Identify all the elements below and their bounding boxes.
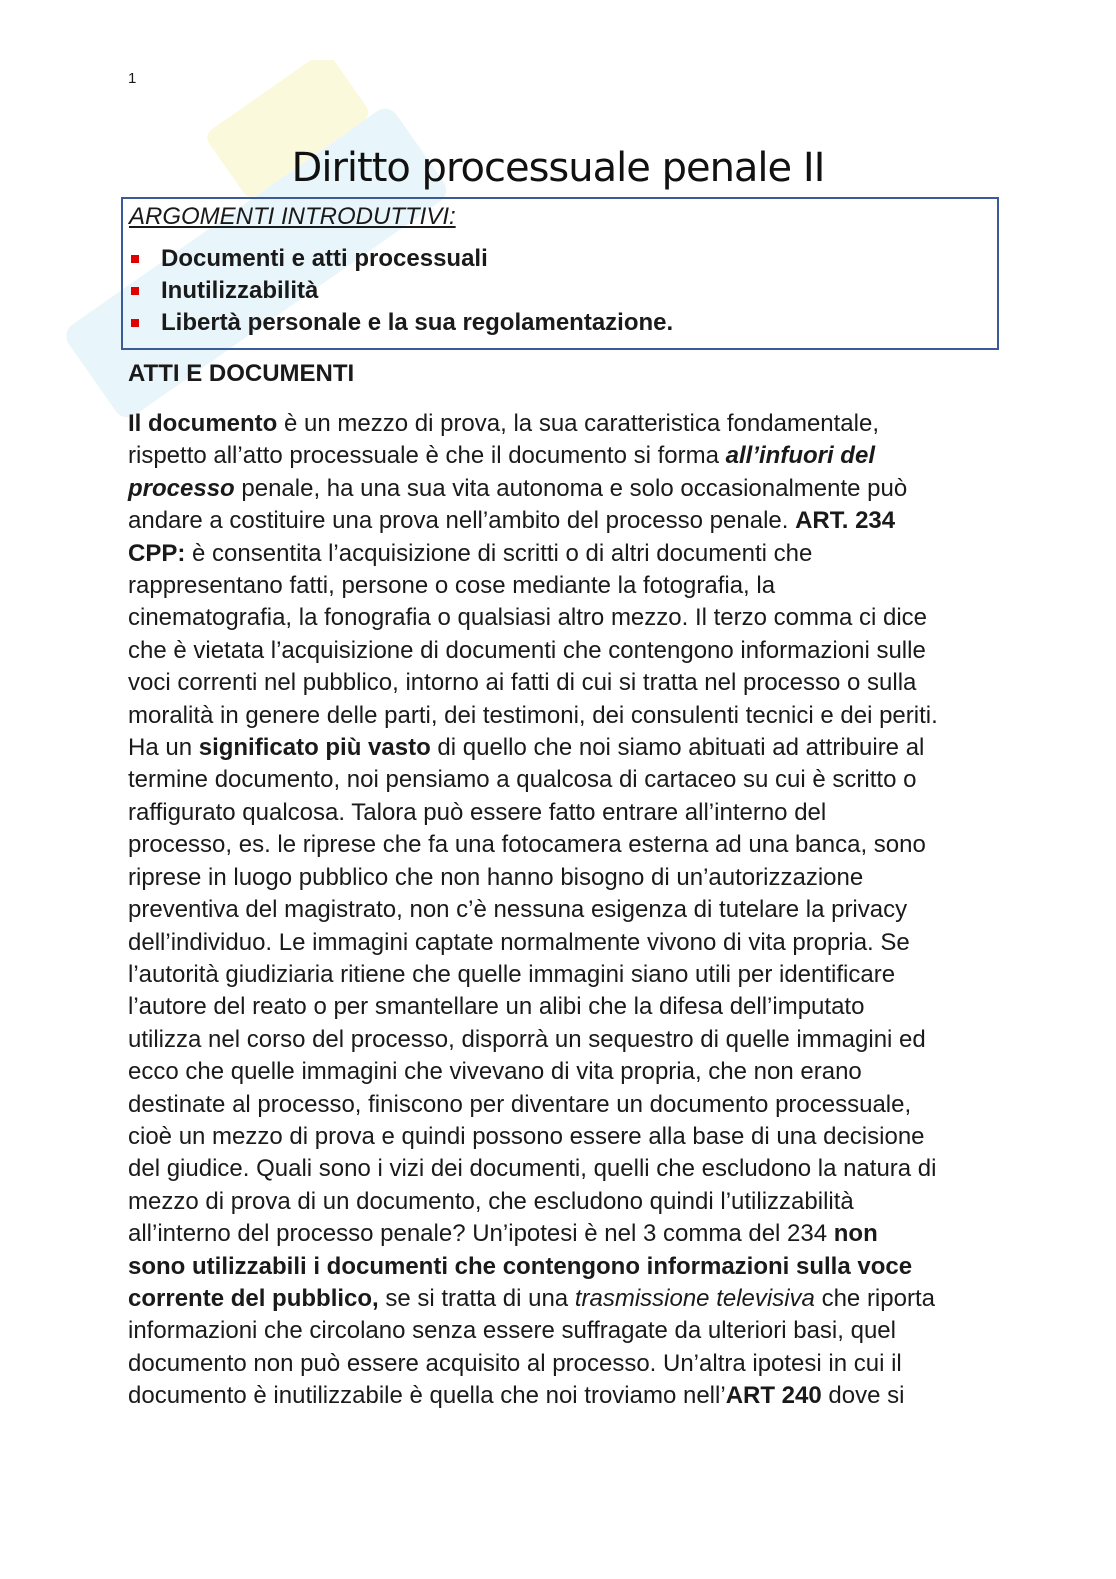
text-segment: CPP: <box>128 539 186 567</box>
text-segment: processo <box>128 474 235 502</box>
text-line <box>128 894 1018 926</box>
text-line <box>128 829 1018 861</box>
text-line <box>128 602 1018 634</box>
intro-item <box>129 243 991 275</box>
text-segment: di quello che noi siamo abituati ad attribuire al <box>430 734 925 762</box>
text-segment: dove si <box>821 1382 905 1410</box>
text-line <box>128 473 1018 505</box>
text-segment: moralità in genere delle parti, dei testimoni, dei consulenti tecnici e dei periti. <box>128 701 938 729</box>
text-line <box>128 1315 1018 1347</box>
text-segment: ART 240 <box>725 1382 822 1410</box>
text-segment: voci correnti nel pubblico, intorno ai fatti di cui si tratta nel processo o sulla <box>128 669 917 697</box>
text-segment: documento è inutilizzabile è quella che noi troviamo nell’ <box>128 1382 726 1410</box>
text-segment: documento non può essere acquisito al processo. Un’altra ipotesi in cui il <box>128 1349 902 1377</box>
text-segment: Il documento <box>128 410 278 437</box>
intro-item-label: Libertà personale e la sua regolamentazione. <box>161 309 674 336</box>
intro-item <box>129 275 991 307</box>
text-segment: all’interno del processo penale? Un’ipotesi è nel 3 comma del 234 <box>128 1220 834 1248</box>
text-segment: è un mezzo di prova, la sua caratteristica fondamentale, <box>277 410 879 437</box>
text-segment: cioè un mezzo di prova e quindi possono essere alla base di una decisione <box>128 1122 925 1150</box>
text-segment: informazioni che circolano senza essere suffragate da ulteriori basi, quel <box>128 1317 896 1345</box>
text-line <box>128 732 1018 764</box>
text-segment: sono utilizzabili i documenti che contengono informazioni sulla voce <box>128 1252 913 1280</box>
body-paragraph <box>128 408 1018 1413</box>
text-line <box>128 1348 1018 1380</box>
text-segment: dell’individuo. Le immagini captate normalmente vivono di vita propria. Se <box>128 928 910 956</box>
text-line <box>128 408 1018 440</box>
text-segment: l’autore del reato o per smantellare un alibi che la difesa dell’imputato <box>128 993 865 1021</box>
text-line <box>128 505 1018 537</box>
text-segment: destinate al processo, finiscono per diventare un documento processuale, <box>128 1090 912 1118</box>
text-segment: corrente del pubblico, <box>128 1284 379 1312</box>
text-line <box>128 1089 1018 1121</box>
text-segment: mezzo di prova di un documento, che escludono quindi l’utilizzabilità <box>128 1187 854 1215</box>
text-line <box>128 1218 1018 1250</box>
intro-heading: ARGOMENTI INTRODUTTIVI: <box>129 203 456 230</box>
text-line <box>128 1056 1018 1088</box>
text-segment: andare a costituire una prova nell’ambito del processo penale. <box>128 507 796 535</box>
text-segment: del giudice. Quali sono i vizi dei documenti, quelli che escludono la natura di <box>128 1155 937 1183</box>
text-line <box>128 1380 1018 1412</box>
text-segment: rispetto all’atto processuale è che il documento si forma <box>128 442 726 470</box>
text-segment: ecco che quelle immagini che vivevano di vita propria, che non erano <box>128 1058 862 1086</box>
text-line <box>128 1251 1018 1283</box>
intro-item-label: Documenti e atti processuali <box>161 245 488 272</box>
text-segment: all’infuori del <box>725 442 875 470</box>
text-line <box>128 797 1018 829</box>
text-segment: penale, ha una sua vita autonoma e solo occasionalmente può <box>234 474 908 502</box>
text-segment: raffigurato qualcosa. Talora può essere fatto entrare all’interno del <box>128 798 827 826</box>
text-line <box>128 1121 1018 1153</box>
text-line <box>128 538 1018 570</box>
page-number: 1 <box>128 70 137 87</box>
text-segment: ART. 234 <box>795 507 896 535</box>
text-segment: termine documento, noi pensiamo a qualcosa di cartaceo su cui è scritto o <box>128 766 917 794</box>
text-line <box>128 1283 1018 1315</box>
text-line <box>128 764 1018 796</box>
intro-list <box>129 243 991 339</box>
intro-item-label: Inutilizzabilità <box>161 277 319 304</box>
text-line <box>128 991 1018 1023</box>
text-segment: che riporta <box>814 1284 935 1312</box>
text-segment: se si tratta di una <box>378 1284 575 1312</box>
text-segment: Ha un <box>128 734 199 762</box>
section-heading: ATTI E DOCUMENTI <box>128 360 355 387</box>
text-line <box>128 959 1018 991</box>
text-line <box>128 667 1018 699</box>
text-segment: cinematografia, la fonografia o qualsiasi altro mezzo. Il terzo comma ci dice <box>128 604 928 632</box>
text-segment: processo, es. le riprese che fa una fotocamera esterna ad una banca, sono <box>128 831 926 859</box>
text-segment: trasmissione televisiva <box>574 1284 815 1312</box>
text-line <box>128 927 1018 959</box>
text-segment: utilizza nel corso del processo, disporrà un sequestro di quelle immagini ed <box>128 1025 926 1053</box>
text-segment: non <box>833 1220 878 1248</box>
text-segment: che è vietata l’acquisizione di documenti che contengono informazioni sulle <box>128 636 926 664</box>
text-line <box>128 1186 1018 1218</box>
square-bullet-icon <box>131 287 139 295</box>
text-line <box>128 635 1018 667</box>
square-bullet-icon <box>131 319 139 327</box>
text-segment: riprese in luogo pubblico che non hanno bisogno di un’autorizzazione <box>128 863 864 891</box>
text-line <box>128 700 1018 732</box>
intro-item <box>129 307 991 339</box>
text-line <box>128 862 1018 894</box>
square-bullet-icon <box>131 255 139 263</box>
intro-box <box>121 197 999 350</box>
text-segment: l’autorità giudiziaria ritiene che quelle immagini siano utili per identificare <box>128 960 896 988</box>
text-line <box>128 1153 1018 1185</box>
text-line <box>128 440 1018 472</box>
text-line <box>128 1024 1018 1056</box>
document-title: Diritto processuale penale II <box>291 145 825 191</box>
text-line <box>128 570 1018 602</box>
text-segment: significato più vasto <box>198 734 431 762</box>
text-segment: rappresentano fatti, persone o cose mediante la fotografia, la <box>128 572 776 600</box>
text-segment: preventiva del magistrato, non c’è nessuna esigenza di tutelare la privacy <box>128 896 908 924</box>
text-segment: è consentita l’acquisizione di scritti o di altri documenti che <box>185 539 813 567</box>
